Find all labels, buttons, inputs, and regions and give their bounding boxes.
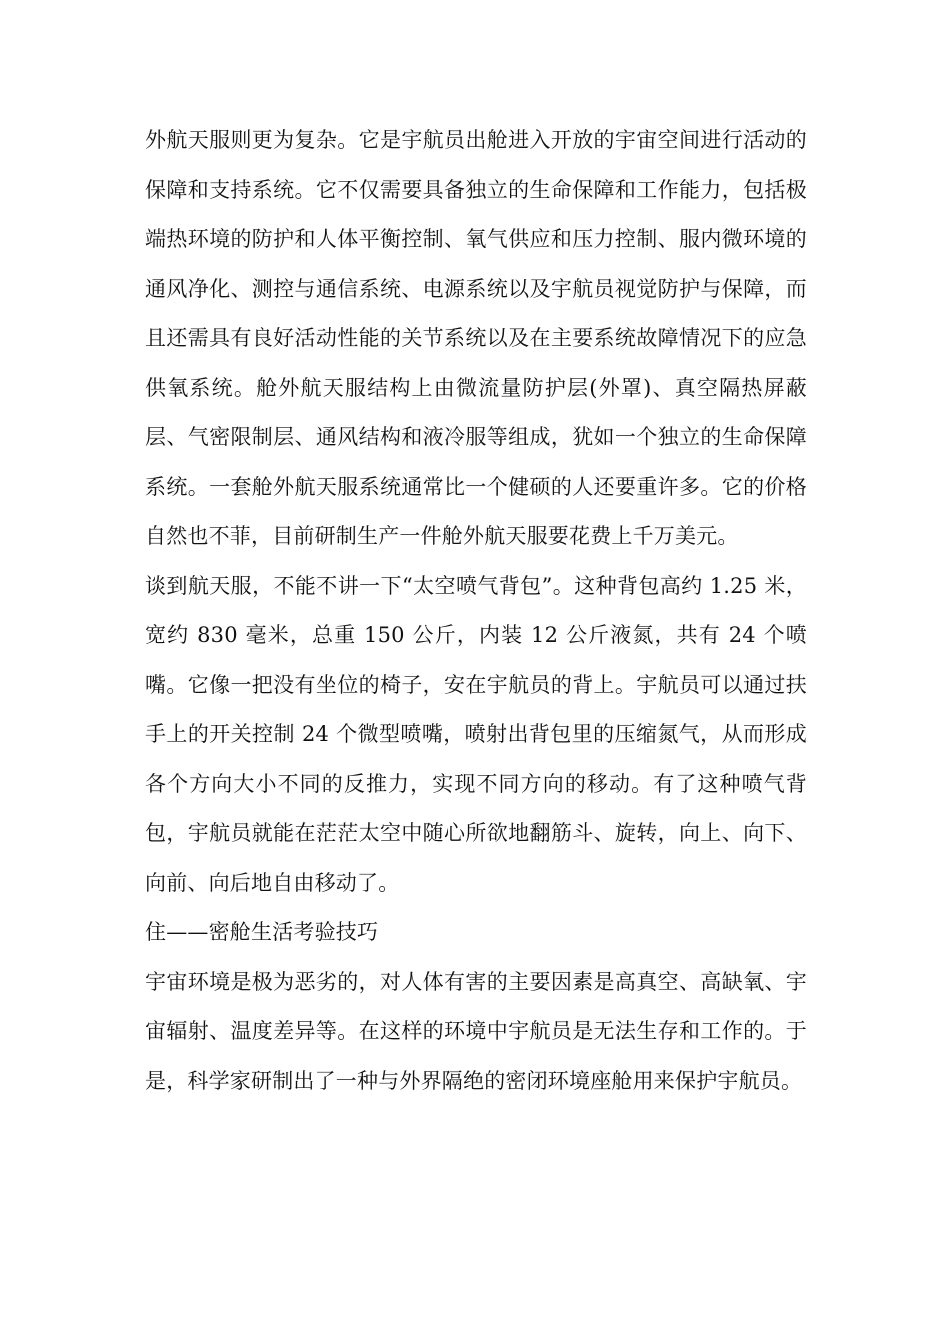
paragraph-sealed-cabin: 宇宙环境是极为恶劣的，对人体有害的主要因素是高真空、高缺氧、宇宙辐射、温度差异等。在这样的环境中宇航员是无法生存和工作的。于是，科学家研制出了一种与外界隔绝的密闭环境座舱用来保护宇航员。 xyxy=(145,969,807,1093)
paragraph-jet-backpack: 谈到航天服，不能不讲一下“太空喷气背包”。这种背包高约 1.25 米，宽约 830 毫米，总重 150 公斤，内装 12 公斤液氮，共有 24 个喷嘴。它像一把没有坐位的椅子，安在宇航员的背上。宇航员可以通过扶手上的开关控制 24 个微型喷嘴，喷射出背包里的压缩氮气，从而形成各个方向大小不同的反推力，实现不同方向的移动。有了这种喷气背包，宇航员就能在茫茫太空中随心所欲地翻筋斗、旋转，向上、向下、向前、向后地自由移动了。 xyxy=(145,573,807,895)
section-heading: 住——密舱生活考验技巧 xyxy=(145,920,379,944)
document-body xyxy=(145,116,807,1106)
paragraph-eva-suit: 外航天服则更为复杂。它是宇航员出舱进入开放的宇宙空间进行活动的保障和支持系统。它不仅需要具备独立的生命保障和工作能力，包括极端热环境的防护和人体平衡控制、氧气供应和压力控制、服内微环境的通风净化、测控与通信系统、电源系统以及宇航员视觉防护与保障，而且还需具有良好活动性能的关节系统以及在主要系统故障情况下的应急供氧系统。舱外航天服结构上由微流量防护层(外罩)、真空隔热屏蔽层、气密限制层、通风结构和液冷服等组成，犹如一个独立的生命保障系统。一套舱外航天服系统通常比一个健硕的人还要重许多。它的价格自然也不菲，目前研制生产一件舱外航天服要花费上千万美元。 xyxy=(145,128,807,548)
